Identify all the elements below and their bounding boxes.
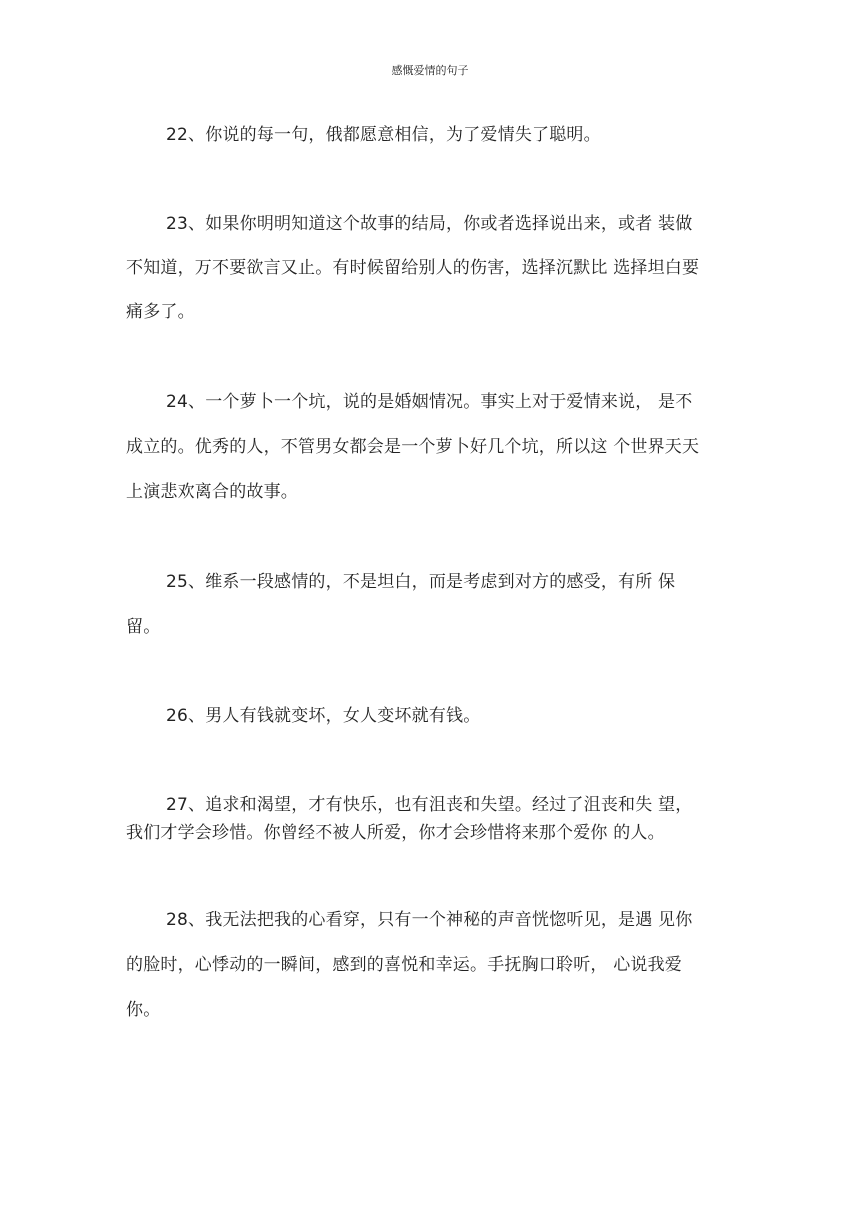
page-header-title: 感慨爱情的句子 bbox=[391, 64, 469, 77]
quote-24-line-3: 上演悲欢离合的故事。 bbox=[126, 482, 298, 502]
quote-25-line-1: 25、维系一段感情的，不是坦白，而是考虑到对方的感受，有所 保 bbox=[166, 572, 676, 592]
quote-22-line-1: 22、你说的每一句，俄都愿意相信，为了爱情失了聪明。 bbox=[166, 125, 601, 145]
quote-23-line-3: 痛多了。 bbox=[126, 302, 195, 322]
quote-25-line-2: 留。 bbox=[126, 617, 161, 637]
quote-24-line-2: 成立的。优秀的人，不管男女都会是一个萝卜好几个坑，所以这 个世界天天 bbox=[126, 437, 700, 457]
quote-27-line-2: 我们才学会珍惜。你曾经不被人所爱，你才会珍惜将来那个爱你 的人。 bbox=[126, 823, 665, 843]
quote-28-line-1: 28、我无法把我的心看穿，只有一个神秘的声音恍惚听见，是遇 见你 bbox=[166, 910, 693, 930]
quote-23-line-1: 23、如果你明明知道这个故事的结局，你或者选择说出来，或者 装做 bbox=[166, 214, 693, 234]
quote-28-line-3: 你。 bbox=[126, 1000, 161, 1020]
quote-23-line-2: 不知道，万不要欲言又止。有时候留给别人的伤害，选择沉默比 选择坦白要 bbox=[126, 258, 700, 278]
quote-27-line-1: 27、追求和渴望，才有快乐，也有沮丧和失望。经过了沮丧和失 望， bbox=[166, 795, 693, 815]
quote-26-line-1: 26、男人有钱就变坏，女人变坏就有钱。 bbox=[166, 706, 481, 726]
quote-28-line-2: 的脸时，心悸动的一瞬间，感到的喜悦和幸运。手抚胸口聆听， 心说我爱 bbox=[126, 955, 683, 975]
quote-24-line-1: 24、一个萝卜一个坑，说的是婚姻情况。事实上对于爱情来说， 是不 bbox=[166, 392, 693, 412]
